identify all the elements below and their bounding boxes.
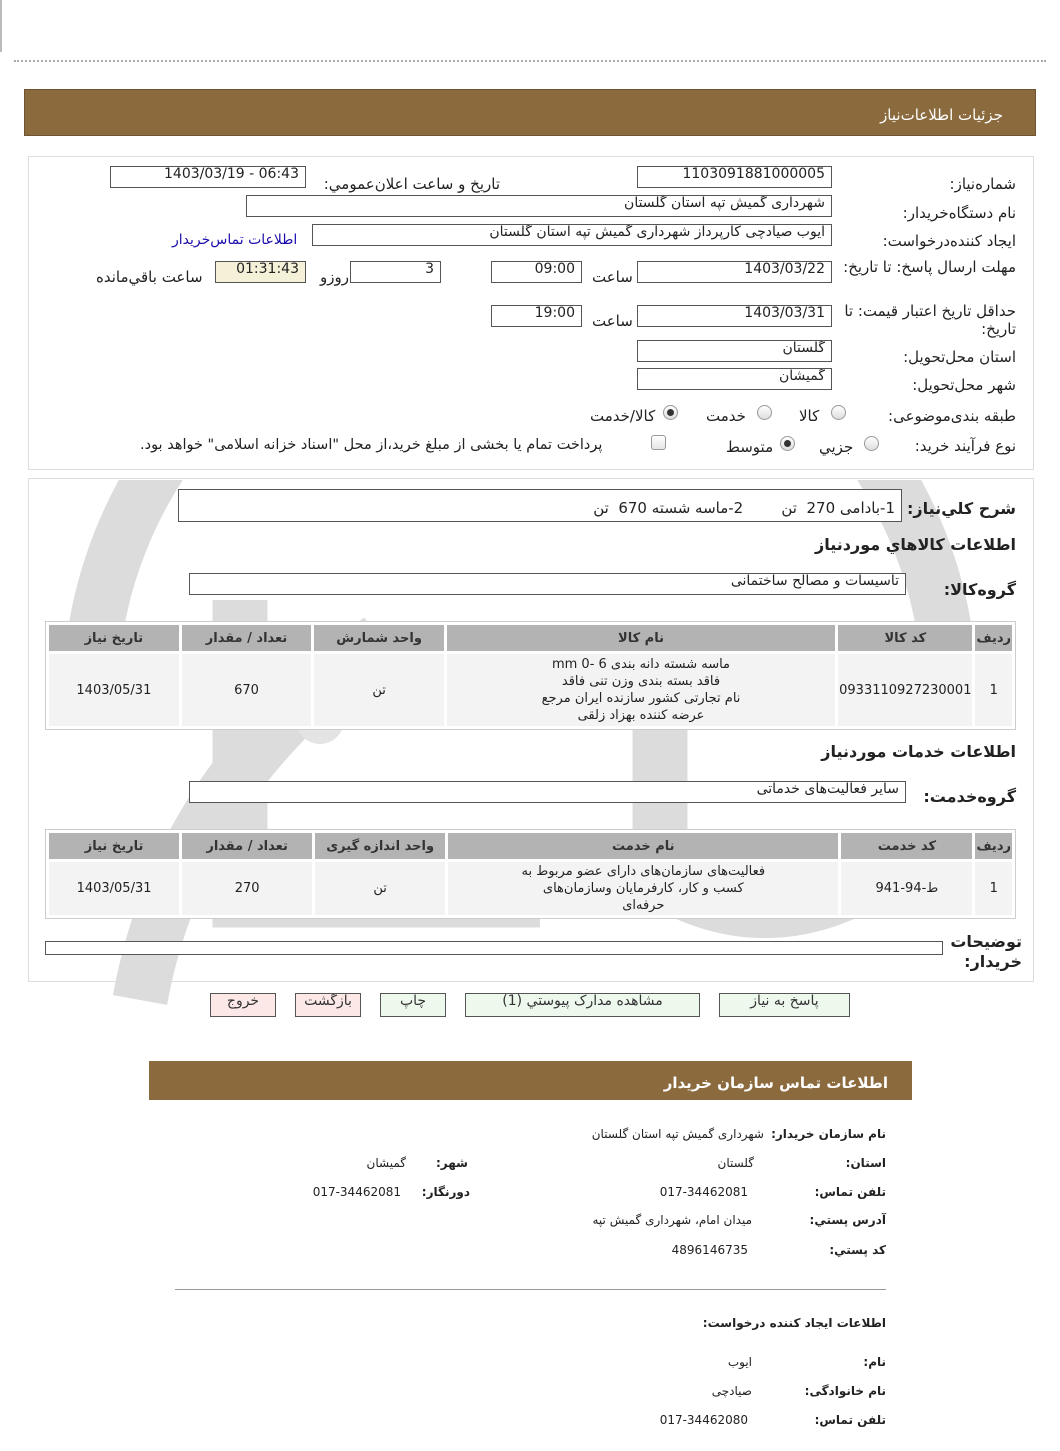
services-section-title: اطلاعات خدمات موردنياز xyxy=(821,742,1016,761)
category-label: طبقه بندی‌موضوعی: xyxy=(888,407,1016,425)
services-table xyxy=(45,829,1016,919)
service-name-line: حرفه‌ای xyxy=(622,898,665,913)
need-number-label: شماره‌نیاز: xyxy=(949,175,1016,193)
creator-last-name-label: نام خانوادگی: xyxy=(804,1384,886,1398)
buyer-notes-field xyxy=(45,941,943,955)
process-minor-radio[interactable] xyxy=(864,436,879,451)
price-time-label: ساعت xyxy=(592,312,633,330)
page-left-border xyxy=(0,0,2,52)
price-validity-label: حداقل تاريخ اعتبار قيمت: تا تاريخ: xyxy=(844,302,1016,338)
need-description-text: 1-بادامی 270 تن 2-ماسه شسته 670 تن xyxy=(593,499,895,517)
contact-fax-value: 017-34462081 xyxy=(312,1185,401,1199)
category-goods-service-label: کالا/خدمت xyxy=(590,407,656,425)
creator-last-name-value: صیادچی xyxy=(711,1384,752,1398)
need-number-field: 1103091881000005 xyxy=(637,166,832,188)
service-qty: 270 xyxy=(182,862,312,915)
goods-name-line: فاقد بسته بندی وزن تنی فاقد xyxy=(561,674,721,689)
creator-phone-label: تلفن تماس: xyxy=(814,1413,886,1427)
process-medium-radio[interactable] xyxy=(780,436,795,451)
announce-datetime-field: 1403/03/19 - 06:43 xyxy=(110,166,306,188)
creator-first-name-label: نام: xyxy=(863,1355,886,1369)
service-row-number: 1 xyxy=(975,862,1012,915)
goods-name-line: نام تجارتی کشور سازنده ایران مرجع xyxy=(541,691,741,706)
contact-fax-label: دورنگار: xyxy=(421,1185,470,1199)
province-field: گلستان xyxy=(637,340,832,362)
postal-address-label: آدرس پستي: xyxy=(809,1213,886,1227)
creator-field: ایوب صیادچی کارپرداز شهرداری گمیش تپه استان گلستان xyxy=(312,224,832,246)
goods-group-label: گروه‌کالا: xyxy=(943,580,1016,599)
contact-province-value: گلستان xyxy=(717,1156,754,1170)
category-goods-radio[interactable] xyxy=(831,405,846,420)
page-title: جزئیات اطلاعات‌نیاز xyxy=(880,106,1003,124)
view-attachments-button[interactable]: مشاهده مدارک پيوستي (1) xyxy=(465,993,700,1017)
contact-title: اطلاعات تماس سازمان خريدار xyxy=(663,1074,888,1092)
creator-phone-value: 017-34462080 xyxy=(659,1413,748,1427)
contact-divider xyxy=(175,1289,886,1290)
org-name-value: شهرداری گمیش تپه استان گلستان xyxy=(591,1127,764,1141)
contact-phone-value: 017-34462081 xyxy=(659,1185,748,1199)
service-col-qty: تعداد / مقدار xyxy=(182,833,312,859)
buyer-org-label: نام دستگاه‌خريدار: xyxy=(902,204,1016,222)
reply-time-field: 09:00 xyxy=(491,261,582,283)
reply-button[interactable]: پاسخ به نیاز xyxy=(719,993,850,1017)
goods-col-date: تاريخ نياز xyxy=(49,625,179,651)
service-unit: تن xyxy=(315,862,445,915)
goods-col-code: کد کالا xyxy=(838,625,972,651)
creator-info-title: اطلاعات ايجاد کننده درخواست: xyxy=(702,1316,886,1330)
creator-label: ايجاد کننده‌درخواست: xyxy=(882,232,1016,250)
announce-datetime-label: تاريخ و ساعت اعلان‌عمومي: xyxy=(323,175,500,193)
top-dotted-divider xyxy=(14,60,1046,62)
goods-col-name: نام کالا xyxy=(447,625,835,651)
category-service-radio[interactable] xyxy=(757,405,772,420)
service-name-line: فعالیت‌های سازمان‌های دارای عضو مربوط به xyxy=(521,864,766,879)
service-group-label: گروه‌خدمت: xyxy=(923,787,1016,806)
process-medium-label: متوسط xyxy=(726,438,774,456)
reply-date-field: 1403/03/22 xyxy=(637,261,832,283)
service-col-date: تاريخ نياز xyxy=(49,833,179,859)
goods-group-field: تاسیسات و مصالح ساختمانی xyxy=(189,573,906,595)
service-col-row: رديف xyxy=(975,833,1012,859)
treasury-payment-note: پرداخت تمام يا بخشی از مبلغ خريد،از محل "اسناد خزانه اسلامی" خواهد بود. xyxy=(140,437,603,453)
province-label: استان محل‌تحويل: xyxy=(903,348,1016,366)
city-field: گمیشان xyxy=(637,368,832,390)
goods-table xyxy=(45,621,1016,730)
contact-header-bar xyxy=(149,1061,912,1100)
contact-phone-label: تلفن تماس: xyxy=(814,1185,886,1199)
exit-button[interactable]: خروج xyxy=(210,993,276,1017)
goods-name-line: عرضه کننده بهزاد زلقی xyxy=(577,708,705,723)
goods-code: 0933110927230001 xyxy=(838,654,972,726)
need-description-label: شرح کلي‌نياز: xyxy=(907,499,1016,518)
creator-first-name-value: ایوب xyxy=(727,1355,752,1369)
buyer-contact-link[interactable]: اطلاعات تماس‌خريدار xyxy=(172,232,298,248)
goods-name xyxy=(447,654,835,726)
contact-province-label: استان: xyxy=(845,1156,886,1170)
process-label: نوع فرآيند خريد: xyxy=(914,437,1016,455)
goods-date: 1403/05/31 xyxy=(49,654,179,726)
postal-code-label: کد پستي: xyxy=(829,1243,886,1257)
remaining-time-label: ساعت باقي‌مانده xyxy=(96,268,203,286)
goods-qty: 670 xyxy=(182,654,312,726)
city-label: شهر محل‌تحويل: xyxy=(912,376,1016,394)
process-minor-label: جزيي xyxy=(819,438,854,456)
need-description-box xyxy=(178,489,902,522)
service-code: ط-94-941 xyxy=(841,862,972,915)
buyer-org-field: شهرداری گمیش تپه استان گلستان xyxy=(246,195,832,217)
goods-section-title: اطلاعات کالاهاي موردنياز xyxy=(815,535,1016,554)
contact-city-value: گمیشان xyxy=(366,1156,406,1170)
category-goods-label: کالا xyxy=(799,407,820,425)
page-header-bar xyxy=(24,89,1036,136)
service-date: 1403/05/31 xyxy=(49,862,179,915)
postal-code-value: 4896146735 xyxy=(671,1243,748,1257)
goods-col-unit: واحد شمارش xyxy=(314,625,444,651)
back-button[interactable]: بازگشت xyxy=(295,993,361,1017)
treasury-payment-checkbox[interactable] xyxy=(651,435,666,450)
table-row xyxy=(49,654,1012,726)
service-col-unit: واحد اندازه گيری xyxy=(315,833,445,859)
service-name xyxy=(448,862,838,915)
postal-address-value: میدان امام، شهرداری گمیش تپه xyxy=(592,1213,752,1227)
goods-col-row: رديف xyxy=(975,625,1012,651)
service-col-code: کد خدمت xyxy=(841,833,972,859)
print-button[interactable]: چاپ xyxy=(380,993,446,1017)
reply-time-label: ساعت xyxy=(592,268,633,286)
table-row xyxy=(49,862,1012,915)
goods-unit: تن xyxy=(314,654,444,726)
contact-city-label: شهر: xyxy=(436,1156,468,1170)
service-name-line: کسب و کار، کارفرمایان وسازمان‌های xyxy=(542,881,744,896)
goods-row-number: 1 xyxy=(975,654,1012,726)
org-name-label: نام سازمان خريدار: xyxy=(771,1127,886,1141)
price-date-field: 1403/03/31 xyxy=(637,305,832,327)
category-goods-service-radio[interactable] xyxy=(663,405,678,420)
category-service-label: خدمت xyxy=(706,407,746,425)
goods-col-qty: تعداد / مقدار xyxy=(182,625,312,651)
service-group-field: سایر فعالیت‌های خدماتی xyxy=(189,781,906,803)
goods-name-line: ماسه شسته دانه بندی mm 0- 6 xyxy=(551,657,731,672)
price-time-field: 19:00 xyxy=(491,305,582,327)
days-field: 3 xyxy=(350,261,441,283)
days-label: روزو xyxy=(320,268,349,286)
reply-deadline-label: مهلت ارسال پاسخ: تا تاريخ: xyxy=(843,258,1016,276)
buyer-notes-label: توضيحات خريدار: xyxy=(950,932,1022,971)
service-col-name: نام خدمت xyxy=(448,833,838,859)
remaining-time-field: 01:31:43 xyxy=(215,261,306,283)
